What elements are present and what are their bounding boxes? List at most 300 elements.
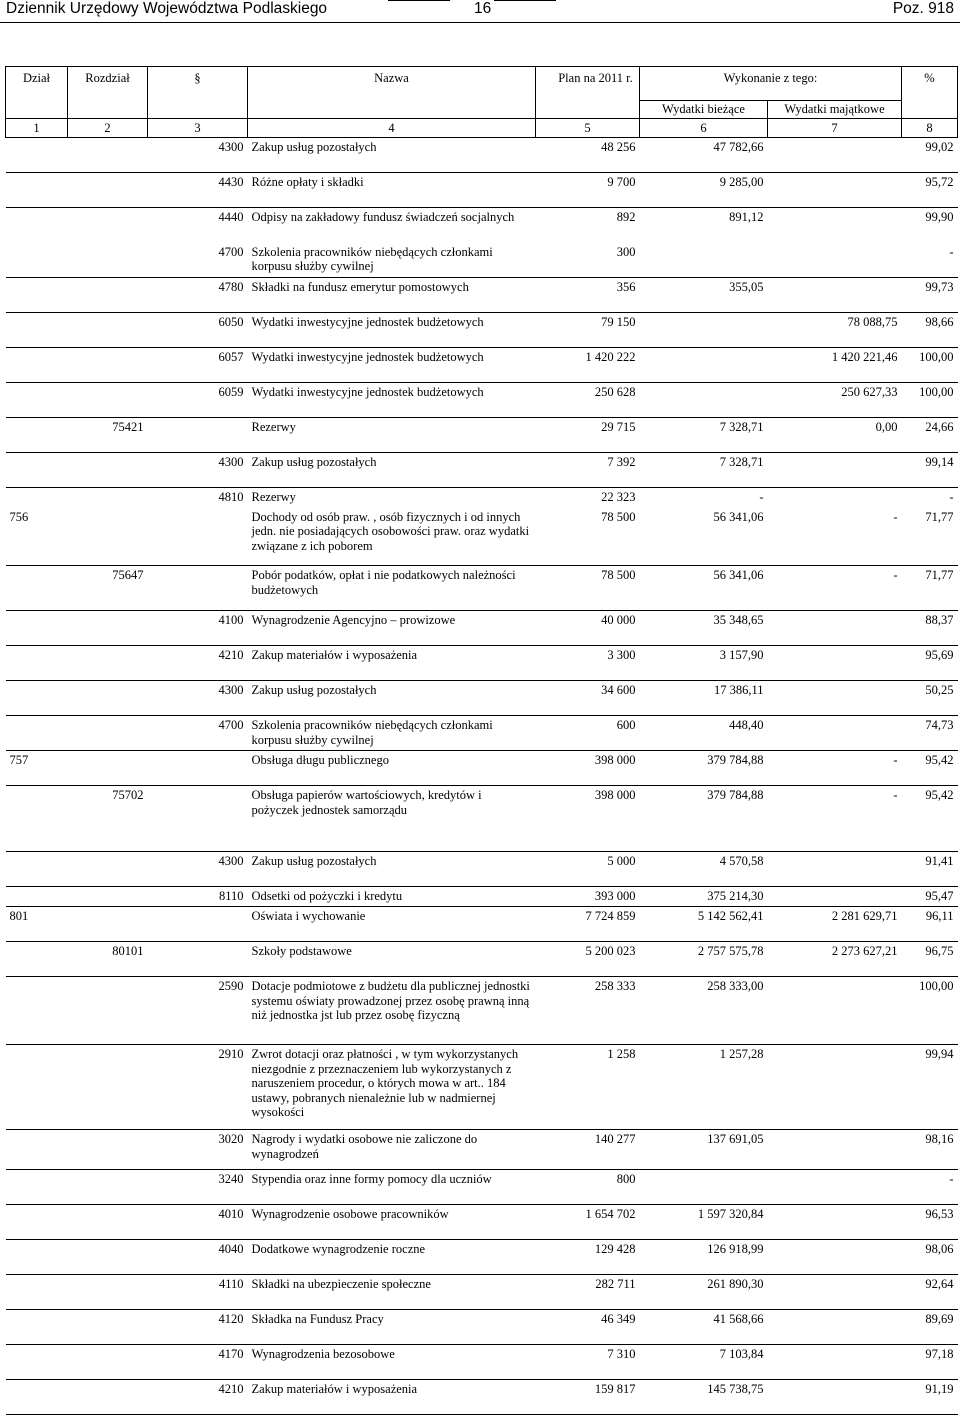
property-expenses-cell xyxy=(768,138,902,173)
dzial-cell xyxy=(6,488,68,508)
column-number-row xyxy=(6,119,958,138)
paragraf-cell: 4170 xyxy=(148,1345,248,1380)
plan-cell: 1 258 xyxy=(536,1045,640,1130)
paragraf-cell xyxy=(148,418,248,453)
col-number: 1 xyxy=(6,119,68,138)
plan-cell: 79 150 xyxy=(536,313,640,348)
table-row xyxy=(6,173,958,208)
name-cell: Dotacje podmiotowe z budżetu dla publicznej jednostki systemu oświaty prowadzonej przez osobę prawną inną niż jednostka jst lub przez osobę fizyczną xyxy=(248,977,536,1045)
table-row xyxy=(6,1205,958,1240)
percent-cell: - xyxy=(902,1170,958,1205)
percent-cell: 100,00 xyxy=(902,383,958,418)
dzial-cell: 756 xyxy=(6,508,68,566)
header-plan: Plan na 2011 r. xyxy=(536,67,640,119)
current-expenses-cell: 1 597 320,84 xyxy=(640,1205,768,1240)
name-cell: Zakup materiałów i wyposażenia xyxy=(248,1380,536,1415)
property-expenses-cell xyxy=(768,208,902,243)
percent-cell: 96,11 xyxy=(902,907,958,942)
dzial-cell xyxy=(6,138,68,173)
current-expenses-cell: 3 157,90 xyxy=(640,646,768,681)
property-expenses-cell: 250 627,33 xyxy=(768,383,902,418)
current-expenses-cell: 375 214,30 xyxy=(640,887,768,907)
percent-cell: 99,02 xyxy=(902,138,958,173)
percent-cell: 100,00 xyxy=(902,348,958,383)
percent-cell: 100,00 xyxy=(902,977,958,1045)
dzial-cell xyxy=(6,418,68,453)
name-cell: Zakup usług pozostałych xyxy=(248,138,536,173)
percent-cell: 98,06 xyxy=(902,1240,958,1275)
expense-table-body xyxy=(6,67,958,1415)
header-paragraf: § xyxy=(148,67,248,119)
current-expenses-cell: 379 784,88 xyxy=(640,751,768,786)
rozdzial-cell xyxy=(68,907,148,942)
table-row xyxy=(6,852,958,887)
paragraf-cell: 4300 xyxy=(148,138,248,173)
percent-cell: 95,47 xyxy=(902,887,958,907)
rozdzial-cell xyxy=(68,1345,148,1380)
name-cell: Zakup usług pozostałych xyxy=(248,681,536,716)
dzial-cell xyxy=(6,348,68,383)
name-cell: Szkolenia pracowników niebędących członkami korpusu służby cywilnej xyxy=(248,243,536,278)
paragraf-cell xyxy=(148,907,248,942)
plan-cell: 258 333 xyxy=(536,977,640,1045)
property-expenses-cell: 2 273 627,21 xyxy=(768,942,902,977)
percent-cell: 92,64 xyxy=(902,1275,958,1310)
property-expenses-cell xyxy=(768,173,902,208)
rozdzial-cell xyxy=(68,1380,148,1415)
paragraf-cell: 3020 xyxy=(148,1130,248,1170)
property-expenses-cell xyxy=(768,1130,902,1170)
percent-cell: 24,66 xyxy=(902,418,958,453)
property-expenses-cell xyxy=(768,887,902,907)
paragraf-cell: 4780 xyxy=(148,278,248,313)
table-row xyxy=(6,786,958,852)
rozdzial-cell xyxy=(68,1240,148,1275)
table-row xyxy=(6,977,958,1045)
rozdzial-cell xyxy=(68,751,148,786)
name-cell: Obsługa długu publicznego xyxy=(248,751,536,786)
name-cell: Stypendia oraz inne formy pomocy dla uczniów xyxy=(248,1170,536,1205)
plan-cell: 7 724 859 xyxy=(536,907,640,942)
table-row xyxy=(6,1170,958,1205)
current-expenses-cell: 355,05 xyxy=(640,278,768,313)
table-row xyxy=(6,1380,958,1415)
dzial-cell xyxy=(6,278,68,313)
current-expenses-cell: 7 328,71 xyxy=(640,453,768,488)
dzial-cell: 801 xyxy=(6,907,68,942)
rozdzial-cell xyxy=(68,173,148,208)
property-expenses-cell xyxy=(768,278,902,313)
dzial-cell xyxy=(6,1170,68,1205)
dzial-cell xyxy=(6,786,68,852)
percent-cell: 95,42 xyxy=(902,751,958,786)
name-cell: Wydatki inwestycyjne jednostek budżetowych xyxy=(248,313,536,348)
dzial-cell xyxy=(6,646,68,681)
percent-cell: - xyxy=(902,243,958,278)
table-header-row xyxy=(6,67,958,101)
name-cell: Wynagrodzenie Agencyjno – prowizowe xyxy=(248,611,536,646)
current-expenses-cell: 47 782,66 xyxy=(640,138,768,173)
plan-cell: 3 300 xyxy=(536,646,640,681)
name-cell: Zwrot dotacji oraz płatności , w tym wykorzystanych niezgodnie z przeznaczeniem lub wykorzystanych z naruszeniem procedur, o których mowa w art.. 184 ustawy, pobranych nienależnie lub w nadmiernej wysokości xyxy=(248,1045,536,1130)
page-number: 16 xyxy=(474,0,492,17)
percent-cell: 71,77 xyxy=(902,508,958,566)
col-number: 3 xyxy=(148,119,248,138)
paragraf-cell: 4210 xyxy=(148,646,248,681)
page-number-dash-left xyxy=(388,0,450,1)
plan-cell: 1 654 702 xyxy=(536,1205,640,1240)
rozdzial-cell xyxy=(68,208,148,243)
name-cell: Odpisy na zakładowy fundusz świadczeń socjalnych xyxy=(251,210,515,224)
table-row xyxy=(6,278,958,313)
name-cell: Dodatkowe wynagrodzenie roczne xyxy=(248,1240,536,1275)
table-row xyxy=(6,611,958,646)
rozdzial-cell: 75421 xyxy=(68,418,148,453)
property-expenses-cell: 2 281 629,71 xyxy=(768,907,902,942)
paragraf-cell: 4120 xyxy=(148,1310,248,1345)
percent-cell: 91,41 xyxy=(902,852,958,887)
rozdzial-cell xyxy=(68,488,148,508)
rozdzial-cell xyxy=(68,852,148,887)
property-expenses-cell: 1 420 221,46 xyxy=(768,348,902,383)
name-cell: Składki na ubezpieczenie społeczne xyxy=(248,1275,536,1310)
dzial-cell xyxy=(6,681,68,716)
table-row xyxy=(6,716,958,751)
current-expenses-cell: 4 570,58 xyxy=(640,852,768,887)
paragraf-cell: 4300 xyxy=(148,852,248,887)
table-row xyxy=(6,751,958,786)
name-cell: Składka na Fundusz Pracy xyxy=(248,1310,536,1345)
name-cell: Różne opłaty i składki xyxy=(248,173,536,208)
current-expenses-cell xyxy=(640,1170,768,1205)
header-rule xyxy=(0,22,960,23)
header-rozdzial: Rozdział xyxy=(68,67,148,119)
current-expenses-cell: 891,12 xyxy=(729,210,764,224)
table-row xyxy=(6,1345,958,1380)
current-expenses-cell: 137 691,05 xyxy=(640,1130,768,1170)
plan-cell: 78 500 xyxy=(536,566,640,611)
plan-cell: 398 000 xyxy=(536,786,640,852)
page-header xyxy=(0,0,960,22)
current-expenses-cell: 261 890,30 xyxy=(640,1275,768,1310)
table-row xyxy=(6,313,958,348)
dzial-cell xyxy=(6,383,68,418)
property-expenses-cell xyxy=(768,1045,902,1130)
percent-cell: 89,69 xyxy=(902,1310,958,1345)
percent-cell: 99,94 xyxy=(902,1045,958,1130)
plan-cell: 892 xyxy=(616,210,636,224)
percent-cell: 98,16 xyxy=(902,1130,958,1170)
current-expenses-cell: 448,40 xyxy=(640,716,768,751)
dzial-cell xyxy=(6,173,68,208)
col-number: 7 xyxy=(768,119,902,138)
table-row xyxy=(6,1310,958,1345)
table-row xyxy=(6,646,958,681)
name-cell: Rezerwy xyxy=(248,418,536,453)
plan-cell: 34 600 xyxy=(536,681,640,716)
rozdzial-cell xyxy=(68,1205,148,1240)
plan-cell: 393 000 xyxy=(536,887,640,907)
plan-cell: 9 700 xyxy=(536,173,640,208)
paragraf-cell: 8110 xyxy=(148,887,248,907)
plan-cell: 600 xyxy=(536,716,640,751)
table-row xyxy=(6,453,958,488)
plan-cell: 5 000 xyxy=(536,852,640,887)
rozdzial-cell xyxy=(68,681,148,716)
col-number: 4 xyxy=(248,119,536,138)
plan-cell: 300 xyxy=(536,243,640,278)
name-cell: Zakup usług pozostałych xyxy=(248,852,536,887)
dzial-cell xyxy=(6,453,68,488)
percent-cell: 50,25 xyxy=(902,681,958,716)
name-cell: Składki na fundusz emerytur pomostowych xyxy=(248,278,536,313)
current-expenses-cell: 5 142 562,41 xyxy=(640,907,768,942)
name-cell: Oświata i wychowanie xyxy=(248,907,536,942)
current-expenses-cell xyxy=(640,348,768,383)
rozdzial-cell xyxy=(68,348,148,383)
rozdzial-cell xyxy=(68,611,148,646)
plan-cell: 48 256 xyxy=(536,138,640,173)
paragraf-cell: 4010 xyxy=(148,1205,248,1240)
paragraf-cell: 4700 xyxy=(148,243,248,278)
paragraf-cell: 4040 xyxy=(148,1240,248,1275)
rozdzial-cell xyxy=(68,646,148,681)
name-cell: Odsetki od pożyczki i kredytu xyxy=(248,887,536,907)
header-nazwa: Nazwa xyxy=(248,67,536,119)
rozdzial-cell xyxy=(68,313,148,348)
current-expenses-cell: 2 757 575,78 xyxy=(640,942,768,977)
property-expenses-cell xyxy=(768,716,902,751)
property-expenses-cell xyxy=(768,852,902,887)
journal-title: Dziennik Urzędowy Województwa Podlaskiego xyxy=(6,0,328,17)
dzial-cell xyxy=(6,1130,68,1170)
dzial-cell xyxy=(6,1240,68,1275)
current-expenses-cell: 126 918,99 xyxy=(640,1240,768,1275)
dzial-cell xyxy=(6,566,68,611)
rozdzial-cell xyxy=(68,1310,148,1345)
paragraf-cell xyxy=(148,508,248,566)
table-row xyxy=(6,907,958,942)
current-expenses-cell: 17 386,11 xyxy=(640,681,768,716)
property-expenses-cell xyxy=(768,1345,902,1380)
paragraf-cell: 2590 xyxy=(148,977,248,1045)
dzial-cell xyxy=(6,313,68,348)
paragraf-cell xyxy=(148,751,248,786)
page-number-dash-right xyxy=(494,0,556,1)
name-cell: Wynagrodzenia bezosobowe xyxy=(248,1345,536,1380)
paragraf-cell: 3240 xyxy=(148,1170,248,1205)
table-row xyxy=(6,1240,958,1275)
rozdzial-cell xyxy=(68,383,148,418)
rozdzial-cell xyxy=(68,453,148,488)
dzial-cell xyxy=(6,1345,68,1380)
current-expenses-cell: 379 784,88 xyxy=(640,786,768,852)
current-expenses-cell xyxy=(640,313,768,348)
current-expenses-cell xyxy=(640,243,768,278)
paragraf-cell: 6057 xyxy=(148,348,248,383)
property-expenses-cell xyxy=(768,646,902,681)
name-cell: Obsługa papierów wartościowych, kredytów i pożyczek jednostek samorządu xyxy=(248,786,536,852)
current-expenses-cell: - xyxy=(759,490,764,504)
plan-cell: 129 428 xyxy=(536,1240,640,1275)
paragraf-cell: 4300 xyxy=(148,453,248,488)
property-expenses-cell xyxy=(768,1310,902,1345)
paragraf-cell: 4210 xyxy=(148,1380,248,1415)
dzial-cell xyxy=(6,1380,68,1415)
paragraf-cell: 4810 xyxy=(218,490,244,504)
header-dzial: Dział xyxy=(6,67,68,119)
dzial-cell xyxy=(6,852,68,887)
current-expenses-cell: 35 348,65 xyxy=(640,611,768,646)
plan-cell: 140 277 xyxy=(536,1130,640,1170)
dzial-cell xyxy=(6,716,68,751)
table-row xyxy=(6,138,958,173)
rozdzial-cell xyxy=(68,1275,148,1310)
property-expenses-cell: - xyxy=(768,751,902,786)
property-expenses-cell: - xyxy=(768,508,902,566)
rozdzial-cell xyxy=(68,887,148,907)
current-expenses-cell: 7 103,84 xyxy=(640,1345,768,1380)
dzial-cell xyxy=(6,243,68,278)
paragraf-cell: 4430 xyxy=(148,173,248,208)
percent-cell: 96,75 xyxy=(902,942,958,977)
header-procent: % xyxy=(902,67,958,119)
name-cell: Pobór podatków, opłat i nie podatkowych należności budżetowych xyxy=(248,566,536,611)
header-majatkowe: Wydatki majątkowe xyxy=(768,101,902,119)
rozdzial-cell xyxy=(68,243,148,278)
header-biezace: Wydatki bieżące xyxy=(640,101,768,119)
property-expenses-cell: 78 088,75 xyxy=(768,313,902,348)
rozdzial-cell: 80101 xyxy=(68,942,148,977)
paragraf-cell xyxy=(148,566,248,611)
property-expenses-cell xyxy=(768,243,902,278)
rozdzial-cell xyxy=(68,138,148,173)
percent-cell: 95,42 xyxy=(902,786,958,852)
plan-cell: 7 392 xyxy=(536,453,640,488)
plan-cell: 7 310 xyxy=(536,1345,640,1380)
percent-cell: - xyxy=(949,490,954,504)
dzial-cell xyxy=(6,611,68,646)
table-row xyxy=(6,243,958,278)
table-row xyxy=(6,681,958,716)
plan-cell: 5 200 023 xyxy=(536,942,640,977)
paragraf-cell: 4300 xyxy=(148,681,248,716)
percent-cell: 99,14 xyxy=(902,453,958,488)
table-row xyxy=(6,1130,958,1170)
rozdzial-cell xyxy=(68,278,148,313)
name-cell: Zakup usług pozostałych xyxy=(248,453,536,488)
rozdzial-cell xyxy=(68,977,148,1045)
property-expenses-cell xyxy=(768,681,902,716)
table-row xyxy=(6,488,958,508)
table-row xyxy=(6,208,958,243)
dzial-cell xyxy=(6,887,68,907)
rozdzial-cell xyxy=(68,1170,148,1205)
table-row xyxy=(6,418,958,453)
name-cell: Wynagrodzenie osobowe pracowników xyxy=(248,1205,536,1240)
paragraf-cell: 6059 xyxy=(148,383,248,418)
col-number: 2 xyxy=(68,119,148,138)
name-cell: Rezerwy xyxy=(251,490,296,504)
property-expenses-cell xyxy=(768,1240,902,1275)
dzial-cell xyxy=(6,1205,68,1240)
plan-cell: 250 628 xyxy=(536,383,640,418)
col-number: 6 xyxy=(640,119,768,138)
paragraf-cell: 2910 xyxy=(148,1045,248,1130)
dzial-cell xyxy=(6,942,68,977)
plan-cell: 40 000 xyxy=(536,611,640,646)
current-expenses-cell: 56 341,06 xyxy=(640,508,768,566)
paragraf-cell: 4440 xyxy=(218,210,244,224)
current-expenses-cell: 1 257,28 xyxy=(640,1045,768,1130)
percent-cell: 91,19 xyxy=(902,1380,958,1415)
percent-cell: 99,90 xyxy=(925,210,954,224)
property-expenses-cell xyxy=(768,1170,902,1205)
name-cell: Wydatki inwestycyjne jednostek budżetowych xyxy=(248,348,536,383)
property-expenses-cell: - xyxy=(768,786,902,852)
header-wykonanie: Wykonanie z tego: xyxy=(640,67,902,101)
plan-cell: 159 817 xyxy=(536,1380,640,1415)
percent-cell: 74,73 xyxy=(902,716,958,751)
current-expenses-cell: 56 341,06 xyxy=(640,566,768,611)
name-cell: Szkoły podstawowe xyxy=(248,942,536,977)
plan-cell: 22 323 xyxy=(601,490,636,504)
paragraf-cell: 4100 xyxy=(148,611,248,646)
dzial-cell: 757 xyxy=(6,751,68,786)
property-expenses-cell: - xyxy=(768,566,902,611)
rozdzial-cell: 75647 xyxy=(68,566,148,611)
plan-cell: 29 715 xyxy=(536,418,640,453)
table-row xyxy=(6,508,958,566)
current-expenses-cell xyxy=(640,383,768,418)
percent-cell: 88,37 xyxy=(902,611,958,646)
col-number: 8 xyxy=(902,119,958,138)
table-row xyxy=(6,1275,958,1310)
plan-cell: 398 000 xyxy=(536,751,640,786)
paragraf-cell: 4110 xyxy=(148,1275,248,1310)
percent-cell: 95,69 xyxy=(902,646,958,681)
percent-cell: 95,72 xyxy=(902,173,958,208)
table-row xyxy=(6,383,958,418)
rozdzial-cell: 75702 xyxy=(68,786,148,852)
position-number: Poz. 918 xyxy=(892,0,954,17)
paragraf-cell: 4700 xyxy=(148,716,248,751)
paragraf-cell: 6050 xyxy=(148,313,248,348)
property-expenses-cell xyxy=(768,611,902,646)
dzial-cell xyxy=(6,208,68,243)
dzial-cell xyxy=(6,1310,68,1345)
property-expenses-cell xyxy=(768,1380,902,1415)
percent-cell: 99,73 xyxy=(902,278,958,313)
rozdzial-cell xyxy=(68,508,148,566)
property-expenses-cell xyxy=(768,977,902,1045)
property-expenses-cell xyxy=(768,488,902,508)
table-row xyxy=(6,1045,958,1130)
percent-cell: 98,66 xyxy=(902,313,958,348)
dzial-cell xyxy=(6,977,68,1045)
property-expenses-cell xyxy=(768,453,902,488)
current-expenses-cell: 7 328,71 xyxy=(640,418,768,453)
plan-cell: 78 500 xyxy=(536,508,640,566)
current-expenses-cell: 145 738,75 xyxy=(640,1380,768,1415)
property-expenses-cell: 0,00 xyxy=(768,418,902,453)
name-cell: Szkolenia pracowników niebędących członkami korpusu służby cywilnej xyxy=(248,716,536,751)
name-cell: Zakup materiałów i wyposażenia xyxy=(248,646,536,681)
expense-table xyxy=(5,66,958,1415)
dzial-cell xyxy=(6,1275,68,1310)
rozdzial-cell xyxy=(68,1130,148,1170)
name-cell: Dochody od osób praw. , osób fizycznych i od innych jedn. nie posiadających osobowości praw. oraz wydatki związane z ich poborem xyxy=(248,508,536,566)
